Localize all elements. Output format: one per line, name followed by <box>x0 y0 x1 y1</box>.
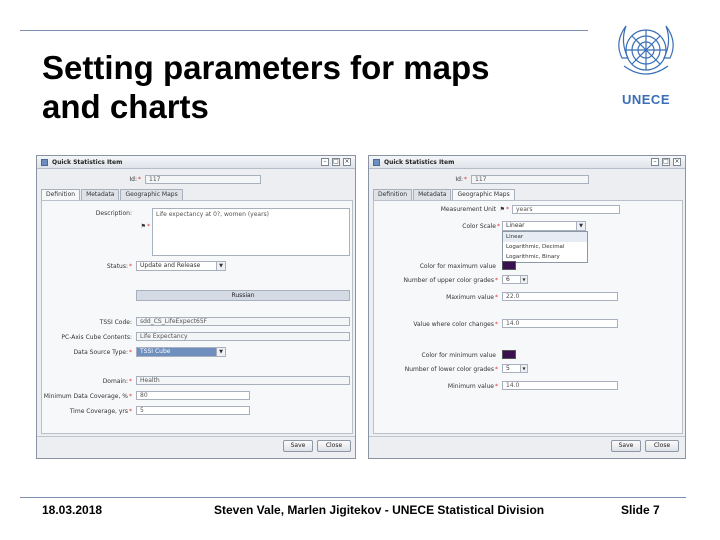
color-scale-value: Linear <box>506 222 525 229</box>
min-data-coverage-label: Minimum Data Coverage, %* <box>43 393 132 400</box>
slide-title-line-1: Setting parameters for maps <box>42 49 490 86</box>
color-min-swatch[interactable] <box>502 350 516 359</box>
save-button[interactable]: Save <box>283 440 313 452</box>
color-scale-option[interactable]: Linear <box>503 232 587 242</box>
close-button[interactable]: Close <box>317 440 351 452</box>
upper-grades-label: Number of upper color grades* <box>403 277 498 284</box>
tab-definition[interactable]: Definition <box>41 189 80 200</box>
lower-grades-spinner[interactable] <box>502 364 528 373</box>
tab-definition[interactable]: Definition <box>373 189 412 200</box>
max-value-label: Maximum value* <box>446 294 498 301</box>
measurement-unit-field[interactable]: years <box>512 205 620 214</box>
window-icon <box>41 159 48 166</box>
data-source-value: TSSI Cube <box>140 348 171 355</box>
color-min-label: Color for minimum value <box>421 352 496 359</box>
left-titlebar <box>37 156 355 169</box>
close-window-icon[interactable]: × <box>674 158 680 165</box>
footer-rule <box>20 497 686 498</box>
data-source-label: Data Source Type:* <box>73 349 132 356</box>
tab-geographic-maps[interactable]: Geographic Maps <box>452 189 514 200</box>
color-scale-dropdown-list <box>502 231 588 263</box>
status-label: Status:* <box>106 263 132 270</box>
change-value-label: Value where color changes* <box>413 321 498 328</box>
right-window-title: Quick Statistics Item <box>384 158 455 166</box>
footer-date: 18.03.2018 <box>42 503 103 517</box>
minimize-icon[interactable]: – <box>651 158 659 166</box>
upper-grades-spinner[interactable] <box>502 275 528 284</box>
russian-button[interactable]: Russian <box>136 290 350 301</box>
language-flag-icon[interactable]: ⚑* <box>499 206 509 213</box>
save-button[interactable]: Save <box>611 440 641 452</box>
close-window-icon[interactable]: × <box>344 158 350 165</box>
unece-logo <box>604 12 688 108</box>
close-button[interactable]: Close <box>645 440 679 452</box>
description-label: Description: <box>95 210 132 217</box>
left-id-row <box>37 173 355 185</box>
time-coverage-field[interactable]: 5 <box>136 406 250 415</box>
minimize-icon[interactable]: – <box>321 158 329 166</box>
tab-geographic-maps[interactable]: Geographic Maps <box>120 189 182 200</box>
domain-field[interactable]: Health <box>136 376 350 385</box>
id-label: Id:* <box>129 176 141 183</box>
status-select[interactable] <box>136 261 226 271</box>
slide-title <box>42 48 582 126</box>
maximize-icon[interactable]: □ <box>663 158 669 165</box>
left-dialog-window <box>36 155 356 459</box>
lower-grades-value: 5 <box>506 365 510 372</box>
description-textarea[interactable]: Life expectancy at 0?, women (years) <box>152 208 350 256</box>
tssi-code-label: TSSI Code: <box>99 319 132 326</box>
min-value-field[interactable]: 14.0 <box>502 381 618 390</box>
tab-metadata[interactable]: Metadata <box>81 189 119 200</box>
tab-metadata[interactable]: Metadata <box>413 189 451 200</box>
right-titlebar <box>369 156 685 169</box>
pc-axis-field[interactable]: Life Expectancy <box>136 332 350 341</box>
change-value-field[interactable]: 14.0 <box>502 319 618 328</box>
color-scale-option[interactable]: Logarithmic, Binary <box>506 254 560 260</box>
slide-title-line-2: and charts <box>42 88 209 125</box>
right-dialog-window <box>368 155 686 459</box>
max-value-field[interactable]: 22.0 <box>502 292 618 301</box>
window-icon <box>373 159 380 166</box>
right-id-row <box>369 173 685 185</box>
left-tabs <box>41 189 184 200</box>
id-field[interactable]: 117 <box>471 175 589 184</box>
logo-text: UNECE <box>621 92 670 107</box>
chevron-down-icon: ▼ <box>520 365 527 372</box>
right-tabs <box>373 189 516 200</box>
pc-axis-label: PC-Axis Cube Contents: <box>61 334 132 341</box>
measurement-unit-label: Measurement Unit <box>440 206 496 213</box>
left-window-title: Quick Statistics Item <box>52 158 123 166</box>
id-label: Id:* <box>455 176 467 183</box>
chevron-down-icon: ▼ <box>576 222 585 230</box>
data-source-select[interactable] <box>136 347 226 357</box>
color-max-swatch[interactable] <box>502 261 516 270</box>
right-maps-panel <box>373 200 683 434</box>
chevron-down-icon: ▼ <box>216 348 225 356</box>
color-scale-label: Color Scale* <box>462 223 500 230</box>
min-data-coverage-field[interactable]: 80 <box>136 391 250 400</box>
top-rule <box>20 30 588 31</box>
un-emblem-icon <box>604 12 688 92</box>
maximize-icon[interactable]: □ <box>333 158 339 165</box>
status-value: Update and Release <box>140 262 201 269</box>
time-coverage-label: Time Coverage, yrs* <box>69 408 132 415</box>
tssi-code-field[interactable]: sdd_CS_LifeExpect65F <box>136 317 350 326</box>
right-bottom-separator <box>369 436 685 437</box>
footer-author: Steven Vale, Marlen Jigitekov - UNECE Statistical Division <box>214 503 545 517</box>
color-scale-option[interactable]: Logarithmic, Decimal <box>506 244 565 250</box>
left-bottom-separator <box>37 436 355 437</box>
min-value-label: Minimum value* <box>447 383 498 390</box>
lower-grades-label: Number of lower color grades* <box>404 366 498 373</box>
color-max-label: Color for maximum value <box>419 263 496 270</box>
id-field[interactable]: 117 <box>145 175 261 184</box>
left-definition-panel <box>41 200 353 434</box>
chevron-down-icon: ▼ <box>216 262 225 270</box>
domain-label: Domain:* <box>102 378 132 385</box>
chevron-down-icon: ▼ <box>520 276 527 283</box>
language-flag-icon[interactable]: ⚑* <box>140 223 150 230</box>
upper-grades-value: 6 <box>506 276 510 283</box>
footer-slide-number: Slide 7 <box>621 503 660 517</box>
color-scale-select[interactable] <box>502 221 586 231</box>
